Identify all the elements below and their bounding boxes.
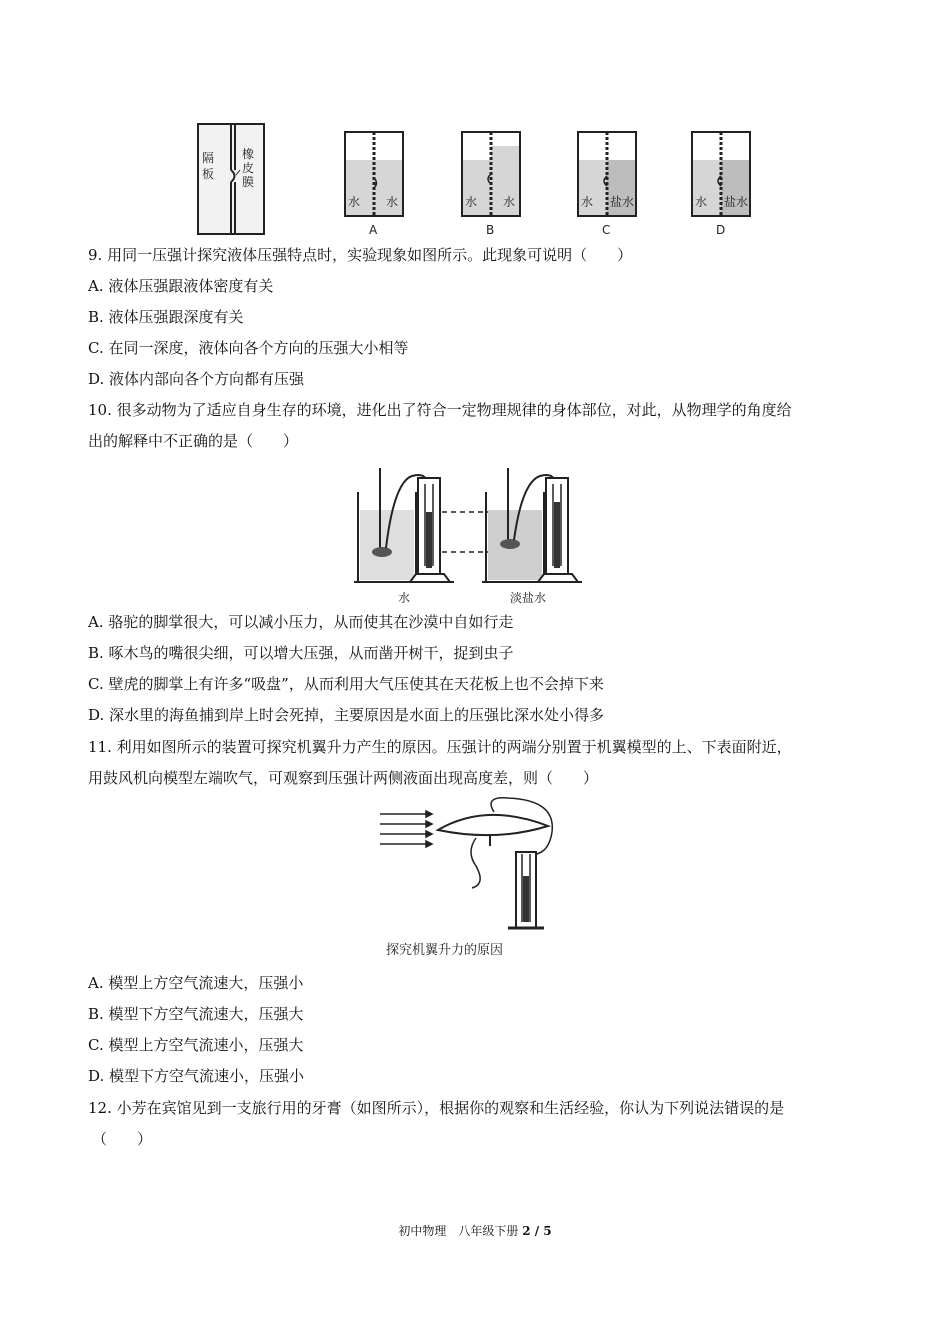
beaker-d-right-liquid: 盐水 bbox=[724, 195, 749, 209]
caption-water: 水 bbox=[398, 591, 411, 605]
q10-option-b: B. 啄木鸟的嘴很尖细，可以增大压强，从而凿开树干，捉到虫子 bbox=[88, 644, 514, 662]
label-mo: 膜 bbox=[242, 175, 255, 189]
footer-subject: 初中物理 八年级下册 bbox=[398, 1224, 519, 1238]
q11-option-b: B. 模型下方空气流速大，压强大 bbox=[88, 1005, 304, 1023]
q9-option-b: B. 液体压强跟深度有关 bbox=[88, 308, 244, 326]
figure-pressure-gauges bbox=[350, 462, 590, 610]
q9-option-d: D. 液体内部向各个方向都有压强 bbox=[88, 370, 305, 388]
q12-stem-line2: （ ） bbox=[92, 1130, 153, 1148]
q12-stem-line1: 12. 小芳在宾馆见到一支旅行用的牙膏（如图所示），根据你的观察和生活经验，你认为下列说法错误的是 bbox=[88, 1099, 785, 1117]
q11-option-a: A. 模型上方空气流速大，压强小 bbox=[88, 974, 304, 992]
page-footer bbox=[0, 1223, 950, 1239]
beaker-c-right-liquid: 盐水 bbox=[610, 195, 635, 209]
beaker-d-left-liquid: 水 bbox=[695, 195, 708, 209]
q9-stem: 9. 用同一压强计探究液体压强特点时，实验现象如图所示。此现象可说明（ ） bbox=[88, 246, 633, 264]
q9-option-c: C. 在同一深度，液体向各个方向的压强大小相等 bbox=[88, 339, 409, 357]
beaker-c-letter: C bbox=[602, 223, 611, 237]
beaker-c-left-liquid: 水 bbox=[581, 195, 594, 209]
q10-stem-line1: 10. 很多动物为了适应自身生存的环境，进化出了符合一定物理规律的身体部位，对此，从物理学的角度给 bbox=[88, 401, 792, 419]
figure-wing-lift bbox=[376, 792, 576, 960]
q10-option-d: D. 深水里的海鱼捕到岸上时会死掉，主要原因是水面上的压强比深水处小得多 bbox=[88, 706, 605, 724]
u-tube-manometer bbox=[508, 852, 544, 928]
q11-option-c: C. 模型上方空气流速小，压强大 bbox=[88, 1036, 304, 1054]
beaker-d-letter: D bbox=[716, 223, 726, 237]
pressure-tubes bbox=[471, 798, 552, 888]
beaker-b-letter: B bbox=[486, 223, 495, 237]
q10-stem-line2: 出的解释中不正确的是（ ） bbox=[88, 432, 299, 450]
label-ban: 板 bbox=[202, 167, 215, 181]
q11-stem-line2: 用鼓风机向模型左端吹气，可观察到压强计两侧液面出现高度差，则（ ） bbox=[88, 769, 599, 787]
beaker-b-right-liquid: 水 bbox=[503, 195, 516, 209]
q11-stem-line1: 11. 利用如图所示的装置可探究机翼升力产生的原因。压强计的两端分别置于机翼模型的上、下表面附近， bbox=[88, 738, 792, 756]
q11-option-d: D. 模型下方空气流速小，压强小 bbox=[88, 1067, 305, 1085]
caption-salt-water: 淡盐水 bbox=[510, 591, 547, 605]
q9-option-a: A. 液体压强跟液体密度有关 bbox=[88, 277, 274, 295]
setup-water bbox=[354, 468, 454, 582]
airflow-arrows bbox=[380, 811, 432, 847]
setup-salt-water bbox=[482, 468, 582, 582]
label-pi: 皮 bbox=[242, 161, 255, 175]
beaker-a-left-liquid: 水 bbox=[348, 195, 361, 209]
q10-option-a: A. 骆驼的脚掌很大，可以减小压力，从而使其在沙漠中自如行走 bbox=[88, 613, 514, 631]
figure-divided-beakers bbox=[180, 118, 760, 238]
beaker-a-letter: A bbox=[369, 223, 378, 237]
beaker-b-left-liquid: 水 bbox=[465, 195, 478, 209]
wing-model bbox=[438, 815, 548, 846]
q10-option-c: C. 壁虎的脚掌上有许多“吸盘”，从而利用大气压使其在天花板上也不会掉下来 bbox=[88, 675, 604, 693]
label-ge: 隔 bbox=[202, 151, 215, 165]
footer-page-number: 2 / 5 bbox=[522, 1224, 552, 1238]
figure-wing-caption: 探究机翼升力的原因 bbox=[386, 943, 504, 958]
beaker-a-right-liquid: 水 bbox=[386, 195, 399, 209]
label-xiang: 橡 bbox=[242, 147, 255, 161]
